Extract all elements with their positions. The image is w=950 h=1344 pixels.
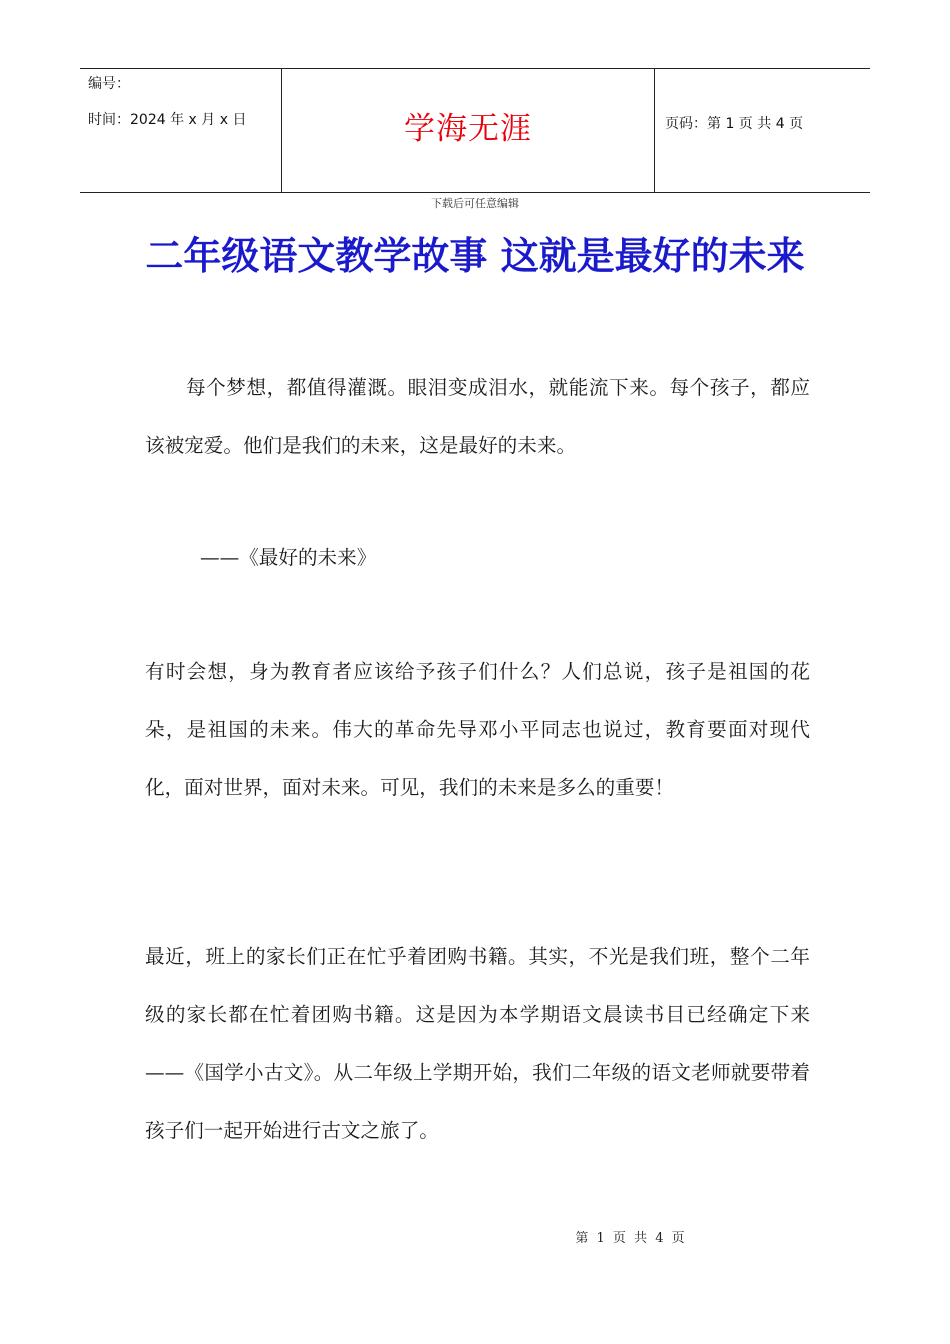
header-middle-cell [281, 69, 655, 192]
page-footer: 第 1 页 共 4 页 [575, 1231, 687, 1246]
header-table [80, 68, 870, 193]
document-title: 二年级语文教学故事 这就是最好的未来 [145, 234, 805, 278]
header-right-cell [655, 69, 870, 192]
document-number-label: 编号： [88, 76, 130, 92]
epigraph-paragraph: 每个梦想，都值得灌溉。眼泪变成泪水，就能流下来。每个孩子，都应该被宠爱。他们是我们的未来，这是最好的未来。 [145, 376, 810, 457]
header-left-cell [80, 69, 281, 192]
body-paragraph-1: 有时会想，身为教育者应该给予孩子们什么？人们总说，孩子是祖国的花朵，是祖国的未来。伟大的革命先导邓小平同志也说过，教育要面对现代化，面对世界，面对未来。可见，我们的未来是多么的重要！ [145, 660, 810, 799]
epigraph-attribution: ——《最好的未来》 [200, 546, 377, 569]
header-page-info: 页码：第 1 页 共 4 页 [665, 116, 804, 132]
header-motto: 学海无涯 [404, 111, 532, 147]
edit-note: 下载后可任意编辑 [431, 197, 519, 210]
body-paragraph-2: 最近，班上的家长们正在忙乎着团购书籍。其实，不光是我们班，整个二年级的家长都在忙着团购书籍。这是因为本学期语文晨读书目已经确定下来——《国学小古文》。从二年级上学期开始，我们二年级的语文老师就要带着孩子们一起开始进行古文之旅了。 [145, 945, 810, 1142]
document-time-label: 时间：2024 年 x 月 x 日 [88, 112, 247, 128]
